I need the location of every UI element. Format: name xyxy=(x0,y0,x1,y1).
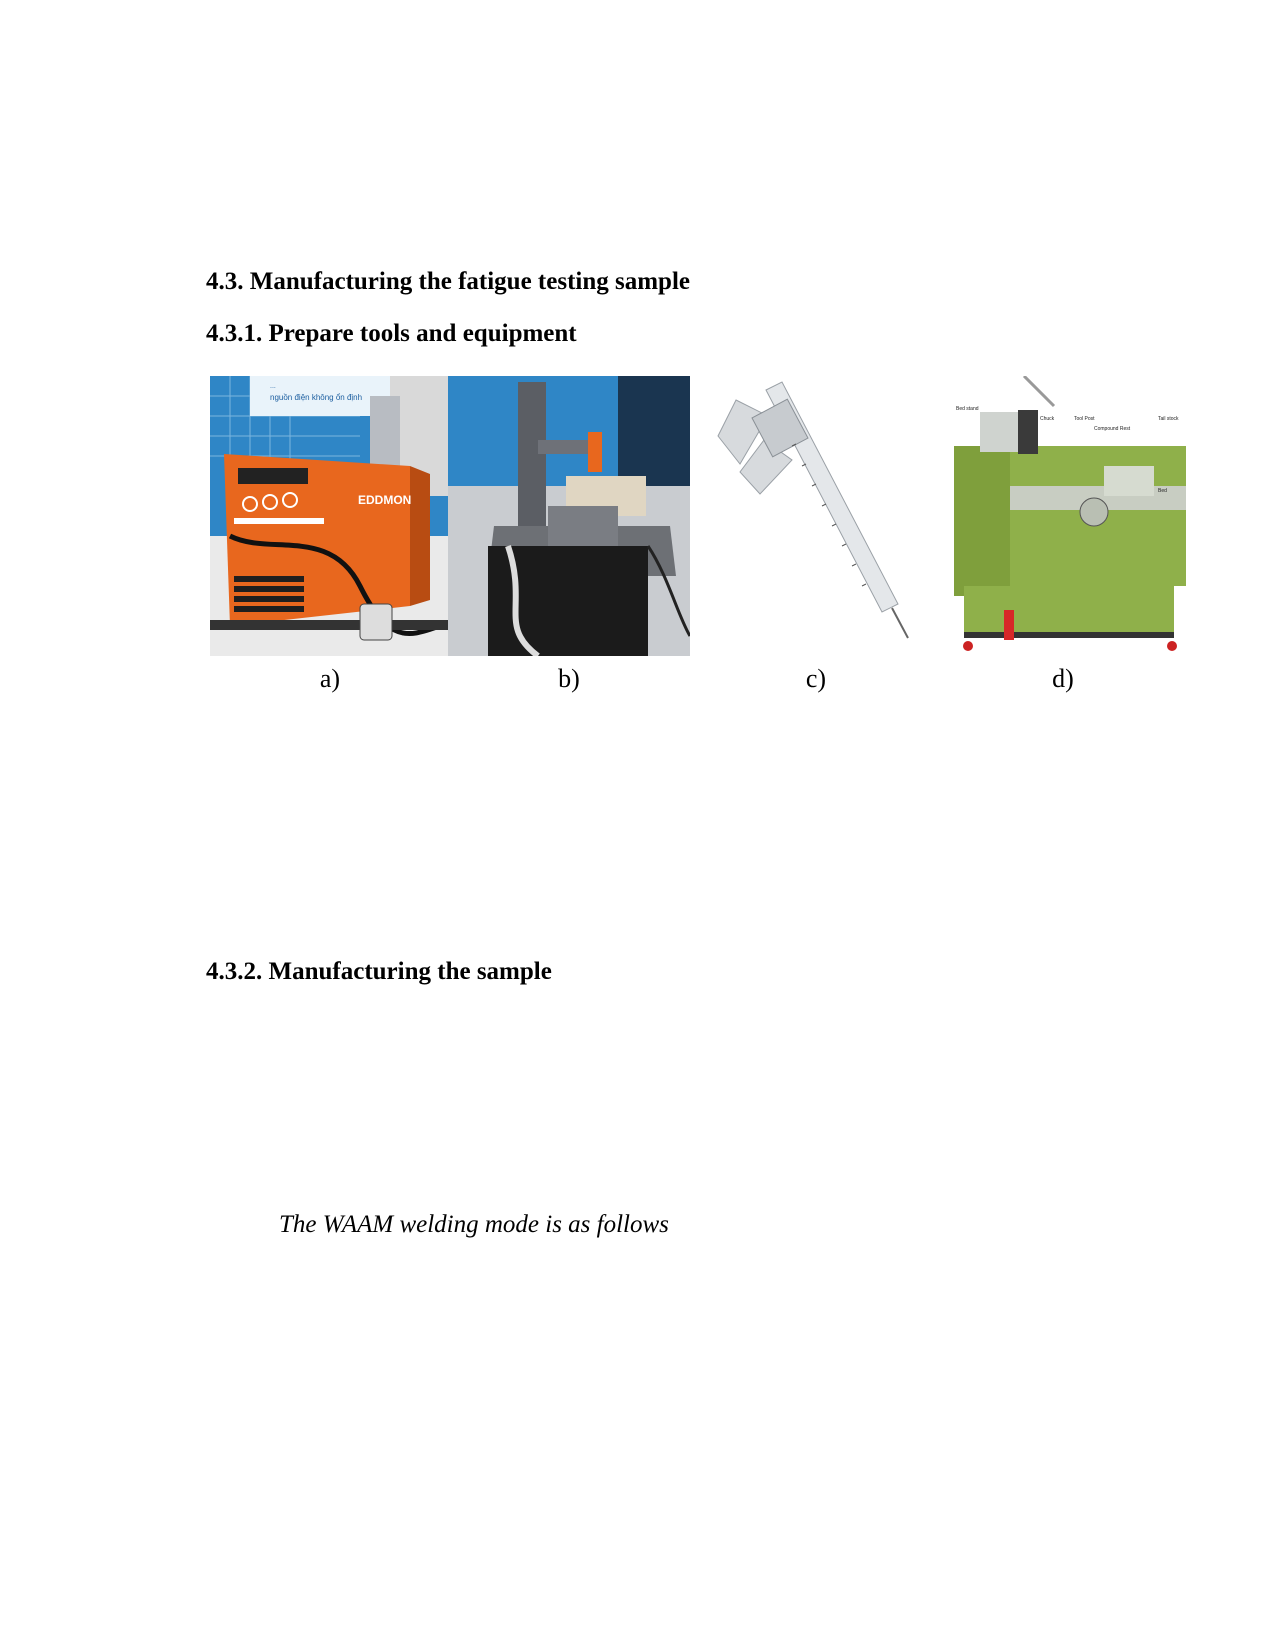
subsection-heading-tools: 4.3.1. Prepare tools and equipment xyxy=(206,320,577,347)
poster-text: nguồn điện không ổn định xyxy=(270,393,363,402)
lathe-callout: Chuck xyxy=(1040,416,1055,422)
figure-caption-a: a) xyxy=(319,664,341,693)
subsection-heading-manufacturing: 4.3.2. Manufacturing the sample xyxy=(206,958,552,985)
welder-brand-text: EDDMON xyxy=(358,493,412,507)
waam-mode-note: The WAAM welding mode is as follows xyxy=(279,1211,669,1238)
figure-caption-c: c) xyxy=(805,664,827,693)
lathe-callout: Tail stock xyxy=(1158,416,1179,422)
figure-caption-d: d) xyxy=(1052,664,1074,693)
figure-caption-b: b) xyxy=(558,664,580,693)
welding-machine-photo xyxy=(210,376,448,656)
svg-text:...: ... xyxy=(270,383,276,390)
lathe-callout: Bed stand xyxy=(956,406,979,412)
lathe-callout: Tool Post xyxy=(1074,416,1095,422)
lathe-callout: Compound Rest xyxy=(1094,426,1131,432)
vernier-caliper-photo xyxy=(696,376,928,658)
waam-welding-rig-photo xyxy=(448,376,690,656)
lathe-machine-photo xyxy=(944,376,1196,658)
lathe-callout: Bed xyxy=(1158,488,1167,494)
section-heading: 4.3. Manufacturing the fatigue testing sample xyxy=(206,268,690,295)
